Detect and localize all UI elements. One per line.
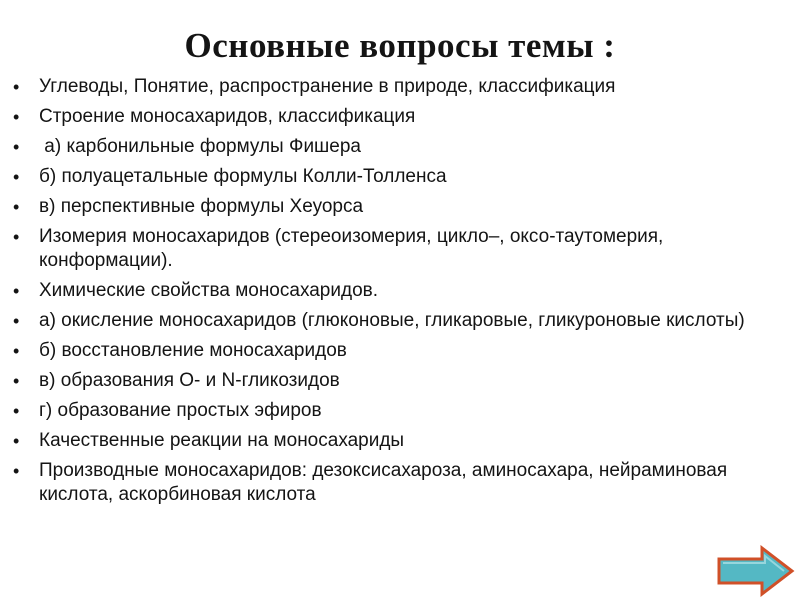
list-item (0, 309, 800, 333)
slide-title: Основные вопросы темы : (184, 26, 616, 65)
list-item-text: Строение моносахаридов, классификация (39, 106, 416, 127)
list-item-text: Производные моносахаридов: дезоксисахароза, аминосахара, нейраминовая кислота, аскорбиновая кислота (39, 460, 728, 505)
list-item (0, 279, 800, 303)
list-item-text: Углеводы, Понятие, распространение в природе, классификация (39, 76, 616, 97)
list-item (0, 429, 800, 453)
bullet-icon: • (13, 461, 20, 481)
list-item-text: г) образование простых эфиров (39, 400, 322, 421)
list-item (0, 225, 800, 273)
list-item (0, 339, 800, 363)
list-item-text: в) перспективные формулы Хеуорса (39, 196, 364, 217)
bullet-icon: • (13, 401, 20, 421)
bullet-icon: • (13, 107, 20, 127)
bullet-icon: • (13, 137, 20, 157)
list-item (0, 75, 800, 99)
list-item (0, 195, 800, 219)
bullet-icon: • (13, 77, 20, 97)
list-item-text: б) восстановление моносахаридов (39, 340, 347, 361)
list-item-text: Изомерия моносахаридов (стереоизомерия, цикло–, оксо-таутомерия, конформации). (39, 226, 664, 271)
bullet-icon: • (13, 281, 20, 301)
list-item (0, 369, 800, 393)
list-item-text: б) полуацетальные формулы Колли-Толленса (39, 166, 447, 187)
bullet-icon: • (13, 431, 20, 451)
bullet-icon: • (13, 197, 20, 217)
list-item-text: Качественные реакции на моносахариды (39, 430, 405, 451)
bullet-icon: • (13, 227, 20, 247)
bullet-icon: • (13, 341, 20, 361)
list-item (0, 105, 800, 129)
list-item-text: а) окисление моносахаридов (глюконовые, гликаровые, гликуроновые кислоты) (39, 310, 745, 331)
list-item (0, 135, 800, 159)
topic-list (0, 75, 800, 513)
bullet-icon: • (13, 167, 20, 187)
list-item-text: а) карбонильные формулы Фишера (39, 136, 361, 157)
list-item (0, 459, 800, 507)
next-slide-button[interactable] (716, 545, 795, 597)
list-item (0, 165, 800, 189)
list-item (0, 399, 800, 423)
bullet-icon: • (13, 371, 20, 391)
list-item-text: Химические свойства моносахаридов. (39, 280, 379, 301)
list-item-text: в) образования О- и N-гликозидов (39, 370, 340, 391)
bullet-icon: • (13, 311, 20, 331)
right-arrow-icon (716, 545, 795, 597)
